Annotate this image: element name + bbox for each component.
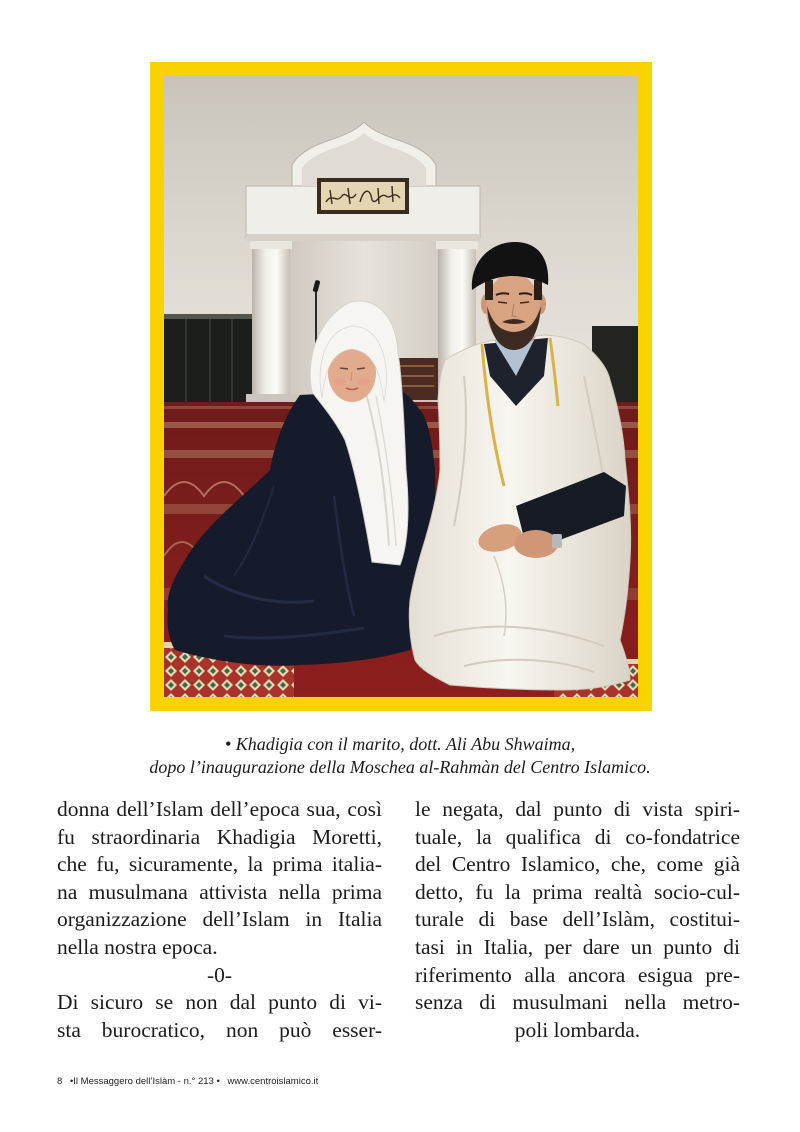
article-line: na musulmana attivista nella prima — [57, 879, 382, 904]
article-line: fu straordinaria Khadigia Moretti, — [57, 824, 382, 849]
publication-name: •Il Messaggero dell’Islàm - n.° 213 • — [69, 1076, 220, 1087]
photo-frame — [150, 62, 652, 711]
article-line: tuale, la qualifica di co-fondatrice — [415, 824, 740, 849]
section-separator: -0- — [206, 962, 233, 987]
photo-caption — [100, 733, 700, 779]
page-number: 8 — [57, 1076, 63, 1087]
article-line: senza di musulmani nella metro- — [415, 990, 740, 1015]
caption-line: • Khadigia con il marito, dott. Ali Abu Shwaima, — [224, 734, 576, 754]
article-column-right — [415, 796, 740, 1044]
article-column-left — [57, 796, 382, 1044]
article-line: detto, fu la prima realtà socio-cul- — [415, 879, 740, 904]
article-line: che fu, sicuramente, la prima italia- — [57, 852, 382, 877]
calligraphy-plaque — [317, 178, 409, 214]
article-line: tasi in Italia, per dare un punto di — [415, 934, 740, 959]
page-footer — [57, 1076, 323, 1088]
article-line: Di sicuro se non dal punto di vi- — [57, 990, 382, 1015]
article-line: donna dell’Islam dell’epoca sua, così — [57, 797, 382, 821]
caption-line: dopo l’inaugurazione della Moschea al-Rahmàn del Centro Islamico. — [149, 757, 651, 777]
article-line: le negata, dal punto di vista spiri- — [415, 797, 740, 821]
article-line: del Centro Islamico, che, come già — [415, 852, 740, 877]
article-line: poli lombarda. — [514, 1017, 641, 1042]
article-line: riferimento alla ancora esigua pre- — [415, 962, 740, 987]
article-line: turale di base dell’Islàm, costitui- — [415, 907, 740, 932]
website: www.centroislamico.it — [227, 1076, 319, 1087]
article-line: organizzazione dell’Islam in Italia — [57, 907, 382, 932]
photo — [164, 76, 638, 697]
article-line: sta burocratico, non può esser- — [57, 1017, 382, 1042]
article-line: nella nostra epoca. — [57, 934, 218, 959]
